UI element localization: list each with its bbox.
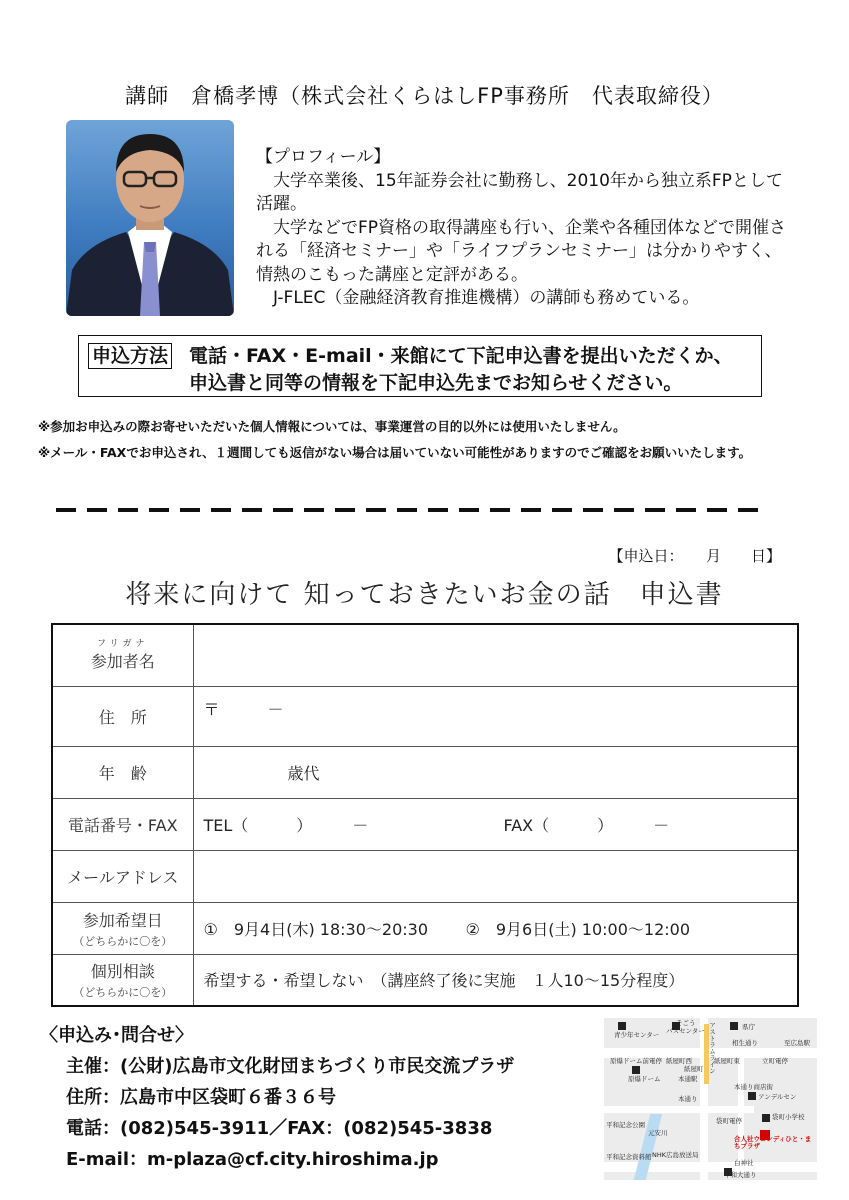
consult-label-cell	[52, 954, 193, 1006]
map-label-youth-center: 青少年センター	[614, 1031, 660, 1039]
profile-paragraph-3: J-FLEC（金融経済教育推進機構）の講師も務めている。	[273, 288, 700, 308]
contact-email[interactable]: E-mail：m-plaza@cf.city.hiroshima.jp	[66, 1149, 439, 1170]
tel-field[interactable]: TEL（ ） －	[203, 815, 369, 835]
application-date: 【申込日： 月 日】	[608, 547, 781, 565]
map-label-motoyasu-river: 元安川	[648, 1129, 668, 1137]
lecturer-line	[0, 80, 849, 110]
consult-label: 個別相談	[90, 962, 155, 982]
name-label-cell	[52, 624, 193, 686]
lecturer-photo	[66, 120, 234, 316]
contact-host: 主催：(公財)広島市文化財団まちづくり市民交流プラザ	[66, 1056, 515, 1077]
contact-section	[40, 1020, 514, 1175]
map-road-hondori	[604, 1106, 754, 1113]
date-choice-hint: （どちらかに〇を）	[73, 934, 173, 948]
form-row-address	[52, 686, 798, 746]
map-block-prefecture	[730, 1022, 738, 1030]
map-label-fukuromachi-stop: 袋町電停	[716, 1117, 742, 1125]
map-label-hondori-arcade: 本通り商店街	[734, 1083, 773, 1091]
contact-heading: 〈申込み･問合せ〉	[40, 1025, 193, 1046]
map-label-dome: 原爆ドーム	[628, 1075, 661, 1083]
map-label-aioi: 相生通り	[732, 1039, 758, 1047]
date-choice-label-cell	[52, 902, 193, 954]
map-label-heiwa-odori: 平和大通り	[724, 1171, 757, 1179]
map-block-dome	[632, 1066, 640, 1074]
date-choice-label: 参加希望日	[82, 910, 163, 930]
map-label-hondori: 本通り	[678, 1095, 698, 1103]
map-label-tatemachi: 立町電停	[762, 1057, 788, 1065]
age-label: 年 齢	[52, 746, 193, 798]
map-block-school	[762, 1114, 770, 1122]
consult-hint: （どちらかに〇を）	[73, 986, 173, 1000]
email-field[interactable]	[193, 850, 798, 902]
map-label-shiragami: 白神社	[734, 1159, 754, 1167]
profile-paragraph-1: 大学卒業後、15年証券会社に勤務し、2010年から独立系FPとして活躍。	[256, 170, 783, 214]
privacy-note: ※参加お申込みの際お寄せいただいた個人情報については、事業運営の目的以外には使用いたしません。	[38, 419, 626, 434]
name-furigana: フリガナ	[96, 638, 149, 649]
map-label-hiroshima-station: 至広島駅	[784, 1039, 810, 1047]
name-label	[91, 639, 155, 672]
map-label-andersen: アンデルセン	[758, 1093, 797, 1101]
map-label-astram: アストラムライン	[708, 1022, 716, 1074]
map-label-sogo: そごう	[676, 1019, 696, 1027]
form-title: 将来に向けて 知っておきたいお金の話 申込書	[125, 580, 724, 610]
name-label-text: 参加者名	[90, 651, 155, 671]
map-label-kamiyacho-east: 紙屋町東	[714, 1057, 740, 1065]
form-row-consult	[52, 954, 798, 1006]
lecturer-role: 講師	[125, 84, 170, 108]
map-label-nhk: NHK広島放送局	[652, 1151, 699, 1159]
map-block-andersen	[748, 1092, 756, 1100]
map-road-chuo	[738, 1058, 744, 1168]
email-label: メールアドレス	[52, 850, 193, 902]
phone-label: 電話番号・FAX	[52, 798, 193, 850]
apply-method-label: 申込方法	[88, 343, 172, 369]
map-label-target: 合人社ウェンディひと・まちプラザ	[734, 1135, 812, 1150]
apply-method-line-1: 電話・FAX・E-mail・来館にて下記申込書を提出いただくか、	[189, 345, 733, 367]
map-label-bus-center: バスセンター	[666, 1027, 705, 1035]
fax-field[interactable]: FAX（ ） －	[503, 815, 670, 835]
access-map	[604, 1018, 817, 1180]
map-label-hondori-station: 本通駅	[678, 1075, 698, 1083]
phone-field[interactable]	[193, 798, 798, 850]
form-row-name	[52, 624, 798, 686]
reply-note: ※メール・FAXでお申込され、１週間しても返信がない場合は届いていない可能性がありますのでご確認をお願いいたします。	[38, 445, 752, 460]
contact-phone: 電話：(082)545-3911／FAX：(082)545-3838	[66, 1118, 493, 1139]
form-row-email	[52, 850, 798, 902]
map-block-youth-center	[618, 1022, 626, 1030]
lecturer-name: 倉橋孝博（株式会社くらはしFP事務所 代表取締役）	[191, 84, 724, 108]
form-row-date-choice	[52, 902, 798, 954]
map-label-kamiyacho: 紙屋町	[684, 1065, 704, 1073]
age-field[interactable]	[193, 746, 798, 798]
address-label: 住 所	[52, 686, 193, 746]
form-row-age	[52, 746, 798, 798]
date-choice-field	[193, 902, 798, 954]
profile-paragraph-2: 大学などでFP資格の取得講座も行い、企業や各種団体などで開催される「経済セミナー」や「ライフプランセミナー」は分かりやすく、情熱のこもった講座と定評がある。	[256, 217, 787, 285]
address-postal-code: 〒 －	[203, 699, 284, 719]
cut-line	[56, 508, 768, 512]
apply-method-line-2: 申込書と同等の情報を下記申込先までお知らせください。	[189, 372, 683, 394]
consult-field[interactable]: 希望する・希望しない （講座終了後に実施 １人10～15分程度）	[193, 954, 798, 1006]
apply-method-text	[189, 343, 733, 397]
apply-method-box	[78, 335, 762, 397]
map-label-prefecture: 県庁	[742, 1023, 755, 1031]
profile-heading: 【プロフィール】	[256, 147, 391, 167]
form-row-phone	[52, 798, 798, 850]
map-label-peace-museum: 平和記念資料館	[606, 1153, 652, 1161]
contact-address: 住所：広島市中区袋町６番３６号	[66, 1087, 336, 1108]
map-label-school: 袋町小学校	[772, 1113, 805, 1121]
application-form	[51, 623, 799, 1007]
date-option-2[interactable]: ② 9月6日(土) 10:00～12:00	[465, 919, 690, 939]
name-field[interactable]	[193, 624, 798, 686]
address-field[interactable]	[193, 686, 798, 746]
map-label-dome-stop: 原爆ドーム前電停	[610, 1057, 662, 1065]
date-option-1[interactable]: ① 9月4日(木) 18:30～20:30	[203, 919, 428, 939]
map-label-kamiyacho-west: 紙屋町西	[666, 1057, 692, 1065]
map-label-peace-park: 平和記念公園	[606, 1121, 645, 1129]
age-unit: 歳代	[287, 763, 320, 783]
profile-text	[256, 146, 796, 311]
